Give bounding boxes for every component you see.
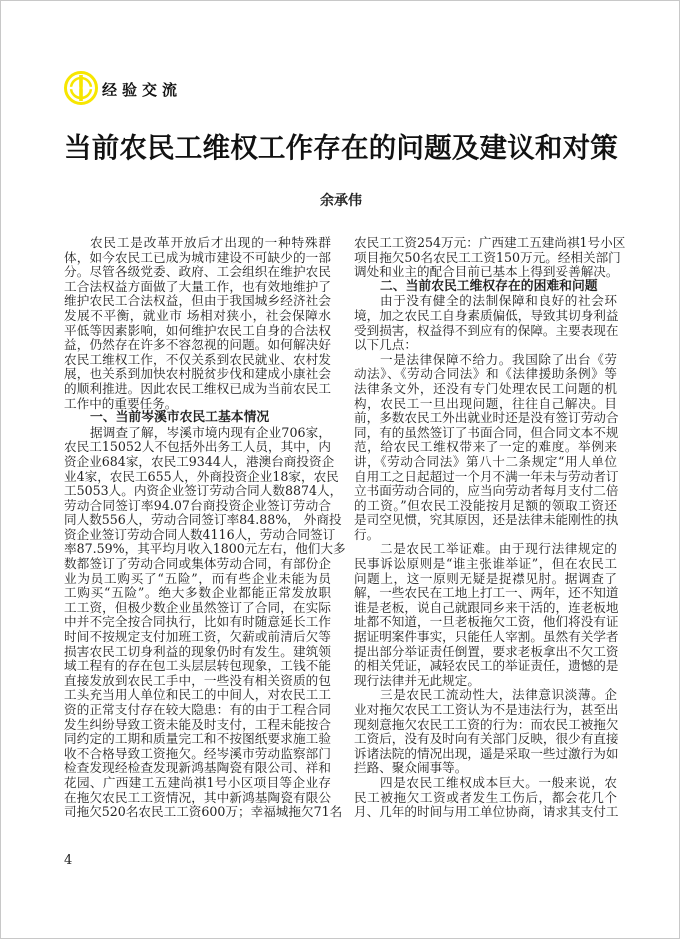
paragraph	[354, 542, 617, 688]
text-line: 同人数556人，劳动合同签订率84.88%， 外商投	[64, 512, 342, 528]
text-line: 花园、广西建工五建尚祺1号小区项目等企业存	[64, 774, 331, 790]
paragraph	[354, 776, 617, 820]
text-line: 三是农民工流动性大，法律意识淡薄。企	[380, 687, 617, 703]
text-line: 同约定的工期和质量完工和不按图纸要求施工验	[64, 731, 331, 747]
text-line: 工作中的重要任务。	[64, 395, 178, 411]
text-line: 工工资，但极少数企业虽然签订了合同，在实际	[64, 599, 331, 615]
text-line: 直接发放到农民工手中，一些没有相关资质的包	[64, 672, 331, 688]
text-line: 址都不知道，一旦老板拖欠工资，他们将没有证	[354, 614, 619, 630]
text-line: 分。尽管各级党委、政府、工会组织在维护农民	[64, 264, 331, 280]
text-line: 民工被拖欠工资或者发生工伤后，都会花几个	[354, 789, 617, 805]
paragraph	[354, 353, 617, 543]
text-line: 问题上，这一原则无疑是捉襟见肘。据调查了	[354, 570, 617, 586]
text-line: 四是农民工维权成本巨大。一般来说，农	[380, 774, 617, 790]
text-line: 以下几点：	[354, 337, 417, 353]
text-line: 在拖欠农民工工资情况，其中新鸿基陶瓷有限公	[64, 789, 331, 805]
text-line: 业对拖欠农民工工资认为不是违法行为，甚至出	[354, 702, 619, 717]
text-line: 率87.59%，其平均月收入1800元左右，他们大多	[64, 541, 346, 557]
text-line: 现刻意拖欠农民工工资的行为：而农民工被拖欠	[354, 716, 619, 732]
text-line: 发生纠纷导致工资未能及时支付，工程未能按合	[64, 716, 331, 732]
paragraph	[354, 294, 617, 352]
section-heading	[64, 411, 331, 426]
text-line: 损害农民工切身利益的现象仍时有发生。建筑领	[64, 643, 331, 659]
text-line: 农民工是改革开放后才出现的一种特殊群	[90, 235, 331, 250]
section-heading	[354, 280, 617, 295]
text-line: 诉诸法院的情况出现，遥是采取一些过激行为如	[354, 745, 619, 761]
text-line: 工头充当用人单位和民工的中间人，对农民工工	[64, 687, 331, 703]
paragraph	[354, 235, 626, 280]
text-line: 解，一些农民在工地上打工一、两年，还不知道	[354, 585, 619, 601]
text-line: 工资后，没有及时向有关部门反映，很少有直接	[354, 731, 619, 747]
text-line: 农民工15052人不包括外出务工人员，其中，内	[64, 439, 331, 455]
text-line: 受到损害，权益得不到应有的保障。主要表现在	[354, 322, 619, 338]
page-title: 当前农民工维权工作存在的问题及建议和对策	[64, 132, 618, 164]
text-line: 月、几年的时间与用工单位协商，请求其支付工	[354, 804, 619, 820]
text-line: 工合法权益方面做了大量工作，也有效地维护了	[64, 278, 331, 294]
text-line: 域工程有的存在包工头层层转包现象，工钱不能	[64, 658, 331, 674]
paragraph	[64, 424, 346, 820]
text-line: 维护农民工合法权益，但由于我国城乡经济社会	[64, 293, 331, 309]
text-line: 同，有的虽然签订了书面合同，但合同文本不规	[354, 424, 619, 440]
author: 余承伟	[320, 193, 362, 209]
column-left	[64, 235, 346, 820]
text-line: 拦路、聚众闹事等。	[354, 760, 468, 776]
section-label: 经验交流	[102, 81, 183, 99]
text-line: 民事诉讼原则是“谁主张谁举证”，但在农民工	[354, 556, 617, 572]
text-line: 据调查了解，岑溪市境内现有企业706家，	[90, 424, 331, 440]
text-line: 农民工维权工作，不仅关系到农民就业、农村发	[64, 351, 331, 367]
text-line: 讲，《劳动合同法》第八十二条规定“用人单位	[354, 453, 617, 469]
text-line: 现行法律并无此规定。	[354, 672, 480, 688]
text-line: 境，加之农民工自身素质偏低，导致其切身利益	[354, 307, 619, 323]
text-line: 是司空见惯，究其原因，还是法律未能刚性的执	[354, 512, 619, 528]
text-line: 发展不平衡，就业市 场相对狭小，社会保障水	[64, 307, 331, 323]
text-line: 资企业684家，农民工9344人，港澳台商投资企	[64, 453, 335, 469]
text-line: 二是农民工举证难。由于现行法律规定的	[380, 541, 617, 557]
paragraph	[64, 236, 331, 411]
text-line: 工购买“五险”。绝大多数企业都能正常发放职	[64, 585, 331, 601]
text-line: 据证明案件事实，只能任人宰割。虽然有关学者	[354, 629, 619, 645]
text-line: 时间不按规定支付加班工资，欠薪或前清后欠等	[64, 629, 331, 645]
union-emblem-icon	[64, 71, 98, 105]
text-line: 资的正常支付存在较大隐患：有的由于工程合同	[64, 702, 331, 717]
text-line: 收不合格导致工资拖欠。经岑溪市劳动监察部门	[64, 745, 331, 761]
text-line: 前，多数农民工外出就业时还是没有签订劳动合	[354, 410, 619, 426]
text-line: 司拖欠520名农民工工资600万；幸福城拖欠71名	[64, 804, 343, 820]
text-line: 提出部分举证责任倒置，要求老板拿出不欠工资	[354, 643, 619, 659]
text-line: 自用工之日起超过一个月不满一年未与劳动者订	[354, 468, 619, 484]
text-line: 展，也关系到加快农村脱贫步伐和建成小康社会	[64, 366, 331, 382]
text-line: 由于没有健全的法制保障和良好的社会环	[380, 293, 617, 309]
text-line: 农民工工资254万元：广西建工五建尚祺1号小区	[354, 235, 626, 250]
text-line: 谁是老板，说自己就跟同乡来干活的，连老板地	[354, 599, 619, 615]
text-line: 业为员工购买了“五险”，而有些企业未能为员	[64, 570, 331, 586]
text-line: 资企业签订劳动合同人数4116人，劳动合同签订	[64, 526, 336, 542]
page-number: 4	[64, 853, 73, 868]
text-line: 检查发现经检查发现新鸿基陶瓷有限公司、祥和	[64, 760, 331, 776]
text-line: 工5053人。内资企业签订劳动合同人数8874人，	[64, 483, 343, 499]
text-line: 劳动合同签订率94.07台商投资企业签订劳动合	[64, 497, 331, 513]
heading-text: 一、当前岑溪市农民工基本情况	[90, 410, 270, 426]
text-line: 的相关凭证，减轻农民工的举证责任，遗憾的是	[354, 658, 619, 674]
text-line: 益，仍然存在许多不容忽视的问题。如何解决好	[64, 337, 331, 353]
text-line: 调处和业主的配合目前已基本上得到妥善解决。	[354, 264, 619, 280]
text-line: 中并不完全按合同执行，比如有时随意延长工作	[64, 614, 331, 630]
text-line: 动法》、《劳动合同法》和《法律援助条例》等	[354, 366, 617, 382]
text-line: 行。	[354, 526, 380, 542]
paragraph	[354, 688, 617, 776]
text-line: 数都签订了劳动合同或集体劳动合同，有部份企	[64, 556, 331, 572]
text-line: 范，给农民工维权带来了一定的难度。举例来	[354, 439, 617, 455]
heading-text: 二、当前农民工维权存在的困难和问题	[380, 278, 598, 294]
text-line: 法律条文外，还没有专门处理农民工问题的机	[354, 380, 617, 396]
text-line: 的工资。”但农民工没能按月足额的领取工资还	[354, 497, 617, 513]
column-right	[354, 235, 626, 820]
text-line: 立书面劳动合同的，应当向劳动者每月支付二倍	[354, 483, 619, 499]
text-line: 体，如今农民工已成为城市建设不可缺少的一部	[64, 249, 331, 265]
text-line: 一是法律保障不给力。我国除了出台《劳	[380, 351, 617, 367]
text-line: 的顺利推进。因此农民工维权已成为当前农民工	[64, 380, 331, 396]
text-line: 平低等因素影响，如何维护农民工自身的合法权	[64, 322, 331, 338]
text-line: 项目拖欠50名农民工工资150万元。经相关部门	[354, 249, 621, 265]
text-line: 构，农民工一旦出现问题，往往自己解决。目	[354, 395, 617, 411]
text-line: 业4家，农民工655人，外商投资企业18家，农民	[64, 468, 339, 484]
